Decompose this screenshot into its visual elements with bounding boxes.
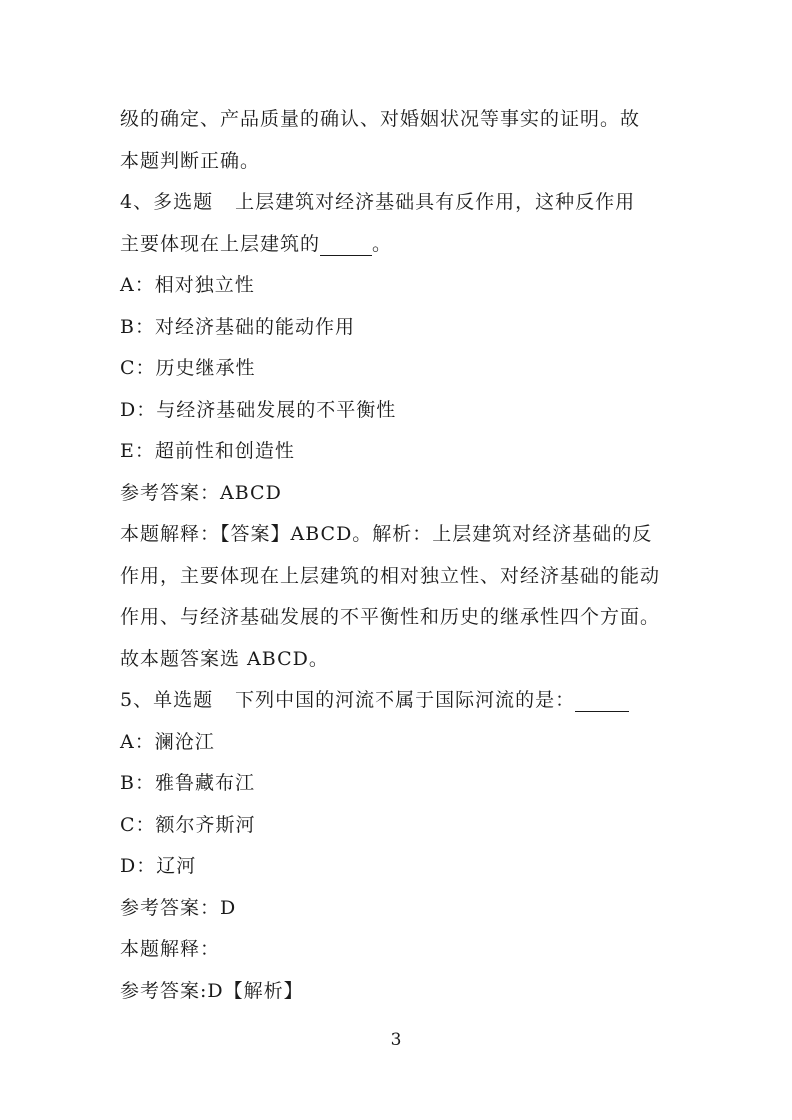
question-5-option-a: A：澜沧江 [120,730,215,753]
answer-blank [320,233,372,256]
question-5-stem-text: 下列中国的河流不属于国际河流的是： [235,689,576,711]
question-5-option-d: D：辽河 [120,855,197,877]
question-4-option-c: C：历史继承性 [120,357,256,379]
question-4-stem-line-2 [120,224,672,266]
answer-blank [575,689,629,712]
question-4-stem-line-1 [120,182,672,224]
question-5-answer-analysis: 参考答案:D【解析】 [120,979,304,1002]
explanation-continued-line-2: 本题判断正确。 [120,149,261,172]
question-5-stem [120,680,672,722]
question-4-stem-part-1: 上层建筑对经济基础具有反作用，这种反作用 [235,191,636,213]
question-5-option-c: C：额尔齐斯河 [120,813,256,836]
question-5-option-b: B：雅鲁藏布江 [120,772,255,794]
question-4-option-d: D：与经济基础发展的不平衡性 [120,398,397,421]
question-4-stem-end: 。 [372,232,393,255]
question-4-explanation: 本题解释：【答案】ABCD。解析：上层建筑对经济基础的反作用，主要体现在上层建筑的相对独立性、对经济基础的能动作用、与经济基础发展的不平衡性和历史的继承性四个方面。故本题答案选 ABCD。 [120,523,661,670]
page-number: 3 [390,1030,402,1050]
question-4-option-a: A：相对独立性 [120,274,255,296]
question-4-option-e: E：超前性和创造性 [120,440,295,462]
question-5-explanation-label: 本题解释： [120,938,221,960]
question-4-option-b: B：对经济基础的能动作用 [120,315,355,338]
question-5-number: 5、单选题 [120,689,214,711]
question-4-answer: 参考答案：ABCD [120,481,282,504]
question-5-answer: 参考答案：D [120,896,237,919]
question-4-number: 4、多选题 [120,191,214,213]
explanation-continued-line-1: 级的确定、产品质量的确认、对婚姻状况等事实的证明。故 [120,108,641,130]
page-content [120,99,672,1012]
question-4-stem-part-2: 主要体现在上层建筑的 [120,232,321,255]
